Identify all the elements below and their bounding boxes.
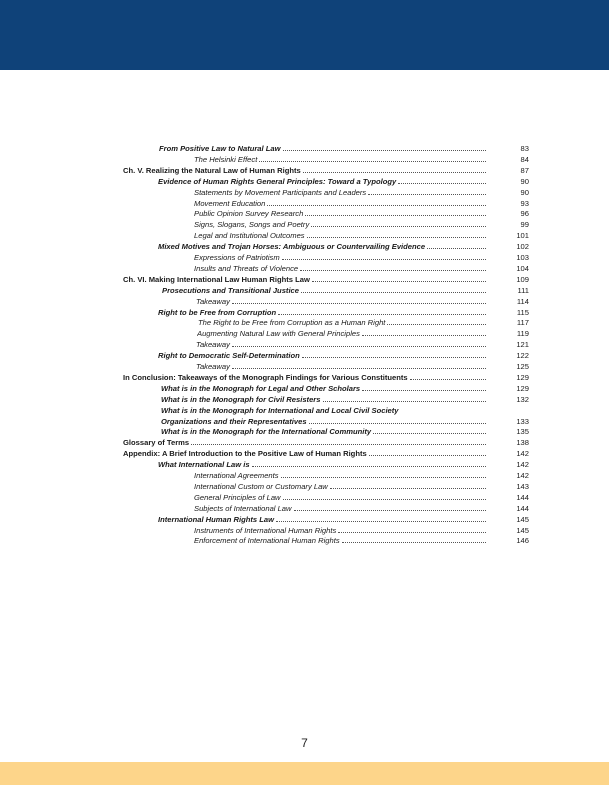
- toc-entry: [0, 307, 609, 318]
- toc-entry-title: In Conclusion: Takeaways of the Monograph Findings for Various Constituents: [123, 372, 408, 382]
- toc-entry-title: Subjects of International Law: [194, 503, 292, 513]
- toc-entry: [0, 285, 609, 296]
- toc-entry-title-line: [194, 525, 486, 536]
- toc-entry-title-line: [194, 470, 486, 481]
- toc-entry: [0, 350, 609, 361]
- toc-entry-page: 83: [520, 144, 529, 153]
- page-number: 7: [301, 736, 308, 750]
- toc-entry-page: 87: [520, 165, 529, 175]
- toc-dot-leader: [373, 433, 486, 434]
- toc-dot-leader: [338, 532, 486, 533]
- toc-entry-title: Augmenting Natural Law with General Principles: [197, 329, 360, 339]
- toc-entry-title-line: [161, 426, 486, 437]
- toc-entry: [0, 154, 609, 165]
- toc-entry-title: Ch. VI. Making International Law Human Rights Law: [123, 274, 310, 284]
- toc-entry: [0, 448, 609, 459]
- toc-dot-leader: [282, 259, 486, 260]
- toc-entry-page: 117: [516, 318, 529, 328]
- toc-entry-page: 84: [520, 154, 529, 164]
- toc-entry-page: 145: [516, 525, 529, 535]
- toc-entry-title-line: [162, 285, 486, 296]
- toc-entry-page: 129: [516, 383, 529, 393]
- toc-entry: [0, 372, 609, 383]
- toc-entry-page: 122: [516, 351, 529, 361]
- toc-entry-title-line: [158, 241, 486, 252]
- toc-entry-title: Public Opinion Survey Research: [194, 209, 304, 219]
- toc-entry-page: 99: [520, 220, 529, 230]
- toc-entry-title-line: [158, 459, 486, 470]
- toc-entry: [0, 208, 609, 219]
- toc-entry-title-line: [197, 328, 486, 339]
- toc-entry: [0, 470, 609, 481]
- toc-entry-title-line: [194, 492, 486, 503]
- toc-entry-title-line: [196, 339, 486, 350]
- toc-entry-page: 90: [520, 187, 529, 197]
- toc-entry-title: Appendix: A Brief Introduction to the Positive Law of Human Rights: [123, 449, 367, 459]
- toc-entry-page: 135: [516, 427, 529, 437]
- toc-entry: [0, 503, 609, 514]
- toc-dot-leader: [368, 194, 486, 195]
- toc-entry: [0, 394, 609, 405]
- toc-entry-title: What is in the Monograph for the International Community: [161, 427, 372, 437]
- toc-entry: [0, 198, 609, 209]
- toc-entry-title-line: [123, 274, 486, 285]
- toc-dot-leader: [278, 314, 486, 315]
- toc-entry-title: Right to Democratic Self-Determination: [158, 351, 300, 361]
- toc-entry-title: The Helsinki Effect: [194, 154, 258, 164]
- toc-entry-title-line: [194, 252, 486, 263]
- toc-dot-leader: [362, 335, 486, 336]
- toc-entry-title: Instruments of International Human Rights: [194, 525, 337, 535]
- toc-entry-title-line: [161, 383, 486, 394]
- toc-entry-title-line: [194, 198, 486, 209]
- toc-dot-leader: [302, 357, 486, 358]
- toc-dot-leader: [276, 521, 486, 522]
- toc-entry-title: What is in the Monograph for Legal and Other Scholars: [161, 383, 361, 393]
- toc-entry-title: International Human Rights Law: [158, 514, 275, 524]
- toc-entry: [0, 405, 609, 416]
- toc-entry-title-line: [194, 208, 486, 219]
- toc-entry-title: Glossary of Terms: [123, 438, 190, 448]
- toc-entry-page: 132: [516, 394, 529, 404]
- toc-entry-title-line: [161, 394, 486, 405]
- toc-entry-title-line: [158, 350, 486, 361]
- toc-entry-title-line: [158, 514, 486, 525]
- toc-entry: [0, 263, 609, 274]
- toc-entry-title: Mixed Motives and Trojan Horses: Ambiguous or Countervailing Evidence: [158, 242, 426, 252]
- toc-dot-leader: [283, 150, 486, 151]
- toc-entry-title: International Agreements: [194, 471, 279, 480]
- toc-entry-page: 143: [516, 481, 529, 491]
- toc-dot-leader: [283, 499, 486, 500]
- toc-entry-title: Signs, Slogans, Songs and Poetry: [194, 220, 310, 230]
- toc-dot-leader: [191, 444, 486, 445]
- toc-entry-page: 102: [516, 242, 529, 252]
- toc-entry-title-line: [198, 317, 486, 328]
- toc-entry-title: Statements by Movement Participants and Leaders: [194, 187, 367, 197]
- toc-entry-page: 142: [516, 471, 529, 480]
- toc-entry-title: Expressions of Patriotism: [194, 253, 280, 262]
- toc-entry: [0, 459, 609, 470]
- toc-entry: [0, 187, 609, 198]
- toc-entry: [0, 383, 609, 394]
- toc-entry-title-line: [194, 535, 486, 546]
- toc-entry-title: General Principles of Law: [194, 492, 281, 502]
- toc-dot-leader: [387, 324, 486, 325]
- toc-entry-title-line: [159, 143, 486, 154]
- toc-entry: [0, 426, 609, 437]
- toc-entry-page: 133: [516, 416, 529, 426]
- header-band: [0, 0, 609, 70]
- toc-entry-title-line: [123, 372, 486, 383]
- toc-dot-leader: [305, 215, 486, 216]
- toc-entry: [0, 143, 609, 154]
- toc-entry-title: Legal and Institutional Outcomes: [194, 231, 305, 241]
- toc-dot-leader: [267, 205, 486, 206]
- toc-entry-page: 119: [516, 329, 529, 339]
- toc-entry: [0, 252, 609, 263]
- toc-dot-leader: [410, 379, 486, 380]
- toc-dot-leader: [342, 542, 486, 543]
- toc-dot-leader: [281, 477, 486, 478]
- toc-entry-page: 111: [517, 285, 529, 295]
- toc-entry-title: Evidence of Human Rights General Principles: Toward a Typology: [158, 176, 397, 186]
- toc-entry-page: 121: [516, 340, 529, 350]
- toc-entry-title-line: [123, 165, 486, 176]
- toc-dot-leader: [303, 172, 486, 173]
- toc-entry: [0, 525, 609, 536]
- toc-entry-title: What International Law is: [158, 460, 250, 470]
- toc-entry-title-line: [194, 263, 486, 274]
- toc-entry-title: Insults and Threats of Violence: [194, 263, 299, 273]
- toc-entry-page: 125: [516, 362, 529, 371]
- toc-entry: [0, 165, 609, 176]
- toc-dot-leader: [294, 510, 486, 511]
- toc-entry-title: Takeaway: [196, 362, 230, 371]
- toc-dot-leader: [309, 423, 486, 424]
- toc-entry-title: International Custom or Customary Law: [194, 481, 328, 491]
- toc-entry: [0, 241, 609, 252]
- toc-entry-page: 142: [516, 449, 529, 459]
- toc-entry-title-line: [161, 405, 486, 416]
- toc-dot-leader: [330, 488, 486, 489]
- toc-entry-title: Movement Education: [194, 198, 266, 208]
- footer-band: [0, 762, 609, 785]
- toc-dot-leader: [312, 281, 486, 282]
- toc-entry: [0, 219, 609, 230]
- toc-entry-page: 103: [516, 253, 529, 262]
- toc-entry-title: Organizations and their Representatives: [161, 416, 307, 426]
- toc-entry-title-line: [196, 296, 486, 307]
- toc-entry-page: 90: [520, 176, 529, 186]
- toc-entry: [0, 492, 609, 503]
- toc-dot-leader: [300, 270, 486, 271]
- toc-dot-leader: [232, 368, 486, 369]
- toc-entry: [0, 437, 609, 448]
- toc-entry-title: Takeaway: [196, 340, 230, 350]
- toc-entry: [0, 514, 609, 525]
- toc-entry-title-line: [194, 230, 486, 241]
- toc-entry-title: Right to be Free from Corruption: [158, 307, 277, 317]
- toc-entry: [0, 317, 609, 328]
- toc-entry-title: Enforcement of International Human Rights: [194, 536, 340, 546]
- toc-entry-page: 144: [516, 492, 529, 502]
- toc-dot-leader: [232, 346, 486, 347]
- toc-entry-page: 129: [516, 372, 529, 382]
- toc-entry-page: 145: [516, 514, 529, 524]
- toc-entry-title-line: [123, 437, 486, 448]
- toc-entry-title-line: [194, 481, 486, 492]
- toc-entry-page: 101: [516, 231, 529, 241]
- toc-entry-title-line: [161, 416, 486, 427]
- toc-dot-leader: [427, 248, 486, 249]
- toc-entry-page: 93: [520, 198, 529, 208]
- toc-dot-leader: [311, 226, 486, 227]
- toc-entry: [0, 296, 609, 307]
- toc-dot-leader: [307, 237, 486, 238]
- toc-dot-leader: [301, 292, 486, 293]
- toc-entry-page: 142: [516, 460, 529, 470]
- toc-entry-title: Prosecutions and Transitional Justice: [162, 285, 300, 295]
- toc-entry-title-line: [123, 448, 486, 459]
- toc-entry: [0, 328, 609, 339]
- toc-entry-title-line: [194, 219, 486, 230]
- toc-entry-title: What is in the Monograph for International and Local Civil Society: [161, 405, 399, 415]
- toc-entry-page: 144: [516, 503, 529, 513]
- toc-entry-title: What is in the Monograph for Civil Resisters: [161, 394, 321, 404]
- toc-entry-page: 96: [520, 209, 529, 219]
- toc-dot-leader: [232, 303, 486, 304]
- toc-entry-title-line: [194, 154, 486, 165]
- toc-entry-title-line: [196, 361, 486, 372]
- toc-entry-title-line: [194, 503, 486, 514]
- toc-entry-title: Takeaway: [196, 296, 230, 306]
- toc-entry: [0, 230, 609, 241]
- toc-entry-page: 146: [516, 536, 529, 546]
- toc-dot-leader: [252, 466, 486, 467]
- toc-entry-page: 115: [516, 307, 529, 317]
- toc-entry-page: 114: [516, 296, 529, 306]
- toc-entry-title-line: [158, 307, 486, 318]
- toc-dot-leader: [259, 161, 486, 162]
- toc-entry-title-line: [194, 187, 486, 198]
- toc-dot-leader: [398, 183, 486, 184]
- toc-entry-title-line: [158, 176, 486, 187]
- toc-entry-page: 109: [516, 274, 529, 284]
- toc-dot-leader: [323, 401, 487, 402]
- toc-dot-leader: [362, 390, 486, 391]
- toc-entry: [0, 274, 609, 285]
- toc-entry-title: From Positive Law to Natural Law: [159, 144, 281, 153]
- toc-entry: [0, 339, 609, 350]
- toc-entry: [0, 535, 609, 546]
- toc-dot-leader: [369, 455, 486, 456]
- toc-entry: [0, 481, 609, 492]
- toc-entry-title: The Right to be Free from Corruption as a Human Right: [198, 318, 386, 328]
- toc-entry: [0, 361, 609, 372]
- toc-entry: [0, 176, 609, 187]
- toc-entry-page: 104: [516, 263, 529, 273]
- toc-entry-title: Ch. V. Realizing the Natural Law of Human Rights: [123, 165, 301, 175]
- toc-entry: [0, 416, 609, 427]
- toc-entry-page: 138: [516, 438, 529, 448]
